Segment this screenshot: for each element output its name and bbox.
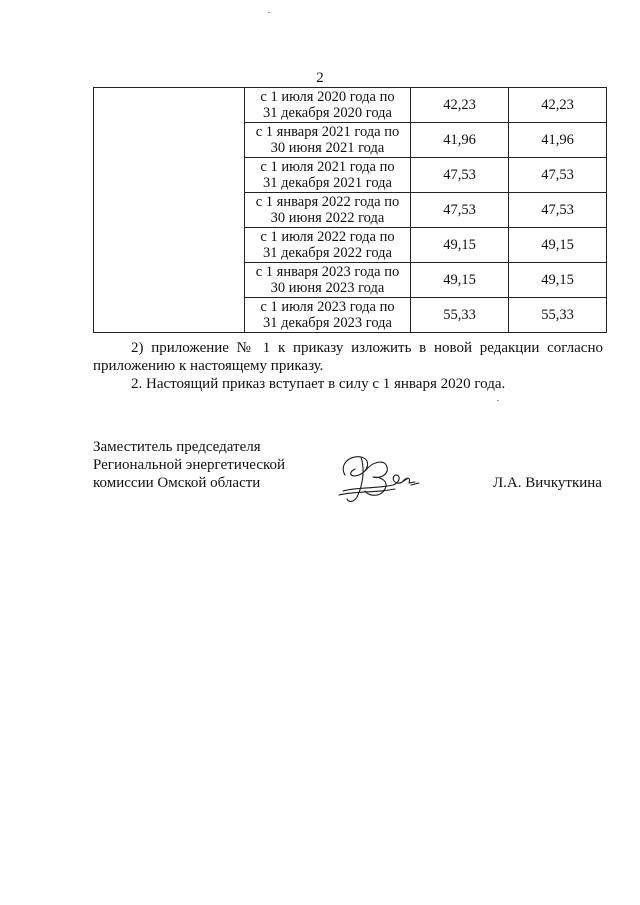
tariff-value-cell: 47,53	[509, 158, 607, 193]
signer-name: Л.А. Вичкуткина	[493, 475, 602, 491]
tariff-value-cell: 55,33	[411, 298, 509, 333]
scan-speck	[268, 12, 270, 13]
tariff-value-cell: 49,15	[509, 228, 607, 263]
period-line: 30 июня 2022 года	[270, 210, 385, 226]
period-cell	[245, 298, 411, 333]
tariff-value-cell: 47,53	[411, 193, 509, 228]
signer-position-line: комиссии Омской области	[93, 475, 261, 491]
period-line: 30 июня 2023 года	[270, 280, 385, 296]
tariff-value-cell: 42,23	[411, 88, 509, 123]
period-cell	[245, 123, 411, 158]
tariff-value-cell: 47,53	[411, 158, 509, 193]
period-line: с 1 января 2021 года по	[255, 124, 400, 140]
tariff-value-cell: 41,96	[411, 123, 509, 158]
period-cell	[245, 88, 411, 123]
tariff-value-cell: 49,15	[411, 228, 509, 263]
signer-position-line: Заместитель председателя	[93, 439, 261, 455]
tariff-table	[93, 87, 607, 333]
tariff-value-cell: 47,53	[509, 193, 607, 228]
period-cell	[245, 263, 411, 298]
period-line: 31 декабря 2022 года	[263, 245, 392, 261]
tariff-table-body	[94, 88, 607, 333]
period-line: 31 декабря 2020 года	[263, 105, 392, 121]
effective-date-paragraph: 2. Настоящий приказ вступает в силу с 1 января 2020 года.	[131, 376, 506, 392]
signer-position	[93, 438, 285, 492]
period-line: 31 декабря 2021 года	[263, 175, 392, 191]
tariff-value-cell: 41,96	[509, 123, 607, 158]
period-line: 31 декабря 2023 года	[263, 315, 392, 331]
handwritten-signature	[335, 447, 430, 505]
merged-empty-cell	[94, 88, 245, 333]
period-line: с 1 июля 2022 года по	[260, 229, 395, 245]
scan-speck	[497, 400, 499, 401]
tariff-value-cell: 55,33	[509, 298, 607, 333]
period-cell	[245, 158, 411, 193]
period-cell	[245, 228, 411, 263]
period-line: с 1 июля 2020 года по	[260, 89, 395, 105]
period-cell	[245, 193, 411, 228]
tariff-value-cell: 49,15	[509, 263, 607, 298]
signer-position-line: Региональной энергетической	[93, 457, 286, 473]
period-line: с 1 января 2023 года по	[255, 264, 400, 280]
page-number: 2	[316, 70, 324, 86]
period-line: 30 июня 2021 года	[270, 140, 385, 156]
tariff-row	[94, 88, 607, 123]
tariff-value-cell: 42,23	[509, 88, 607, 123]
period-line: с 1 июля 2023 года по	[260, 299, 395, 315]
tariff-value-cell: 49,15	[411, 263, 509, 298]
period-line: с 1 января 2022 года по	[255, 194, 400, 210]
amendment-paragraph: 2) приложение № 1 к приказу изложить в новой редакции согласно приложению к настоящему приказу.	[93, 340, 603, 374]
period-line: с 1 июля 2021 года по	[260, 159, 395, 175]
